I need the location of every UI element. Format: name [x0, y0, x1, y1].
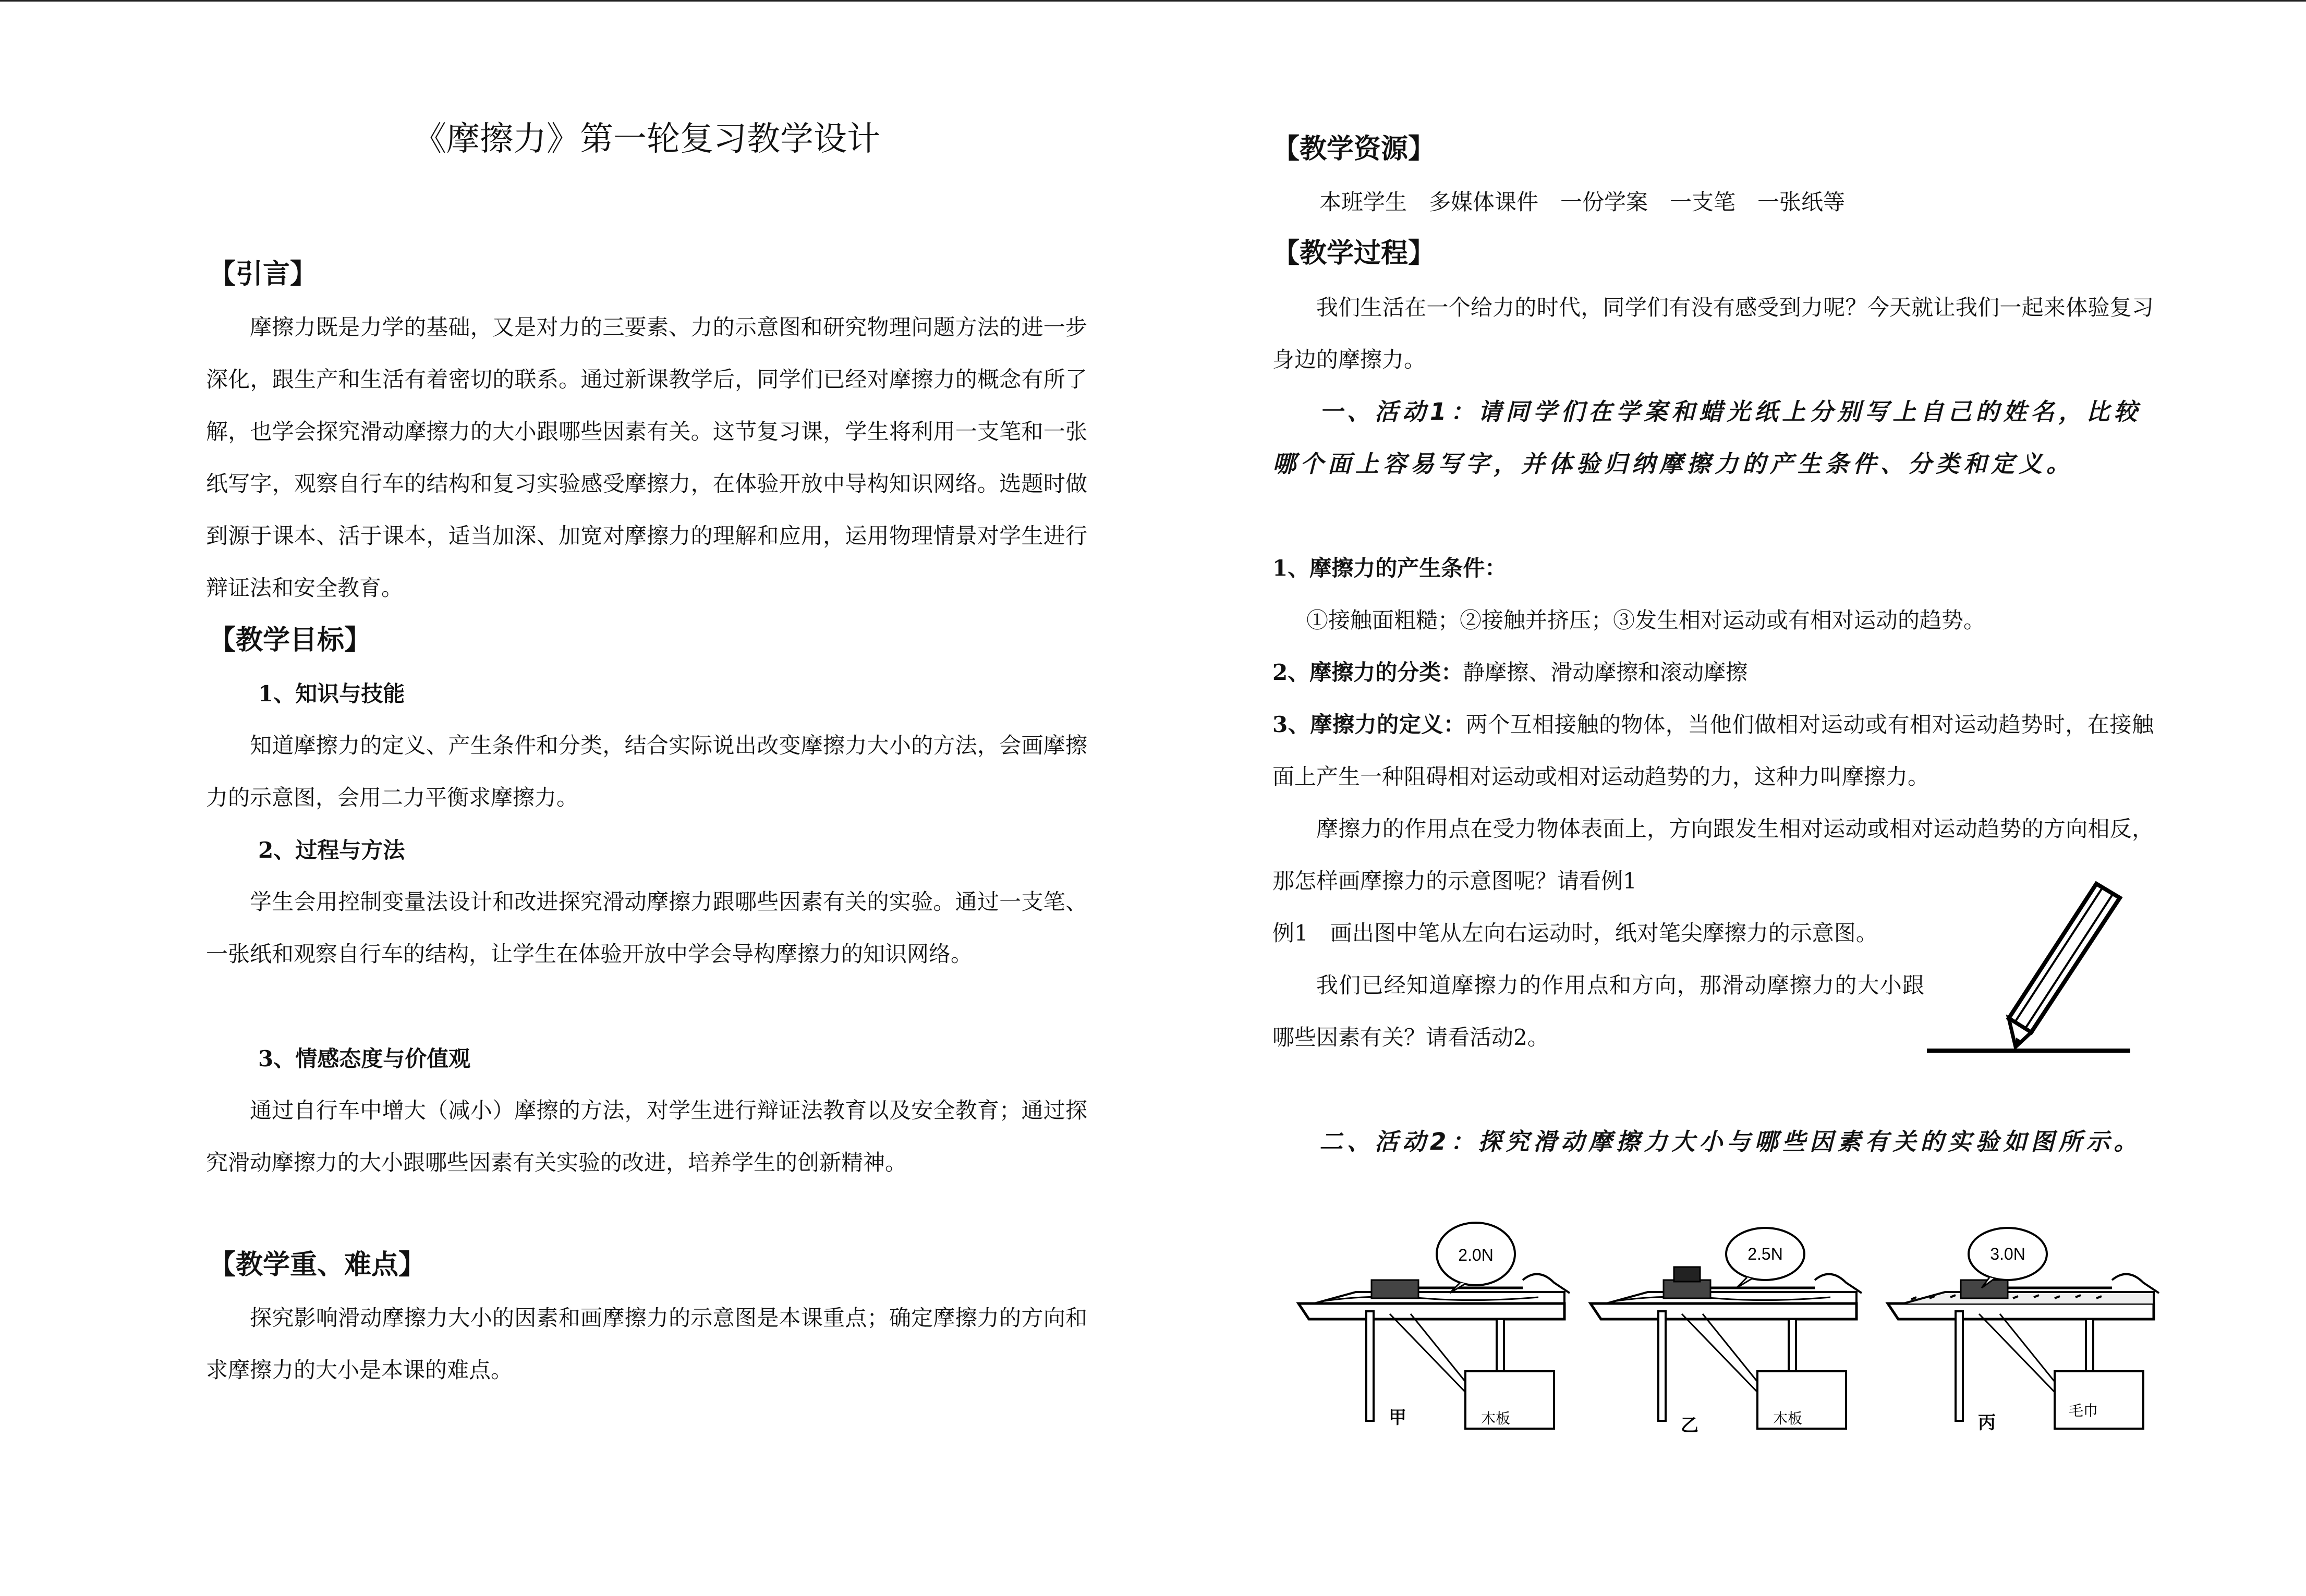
- process-heading: 【教学过程】: [1272, 238, 1436, 269]
- intro-paragraph: 摩擦力既是力学的基础，又是对力的三要素、力的示意图和研究物理问题方法的进一步深化，跟生产和生活有着密切的联系。通过新课教学后，同学们已经对摩擦力的概念有所了解，也学会探究滑动摩擦力的大小跟哪些因素有关。这节复习课，学生将利用一支笔和一张纸写字，观察自行车的结构和复习实验感受摩擦力，在体验开放中导构知识网络。选题时做到源于课本、活于课本，适当加深、加宽对摩擦力的理解和应用，运用物理情景对学生进行辩证法和安全教育。: [206, 314, 1087, 601]
- surface-jia: 木板: [1480, 1410, 1511, 1427]
- goal-1-paragraph: 知道摩擦力的定义、产生条件和分类，结合实际说出改变摩擦力大小的方法，会画摩擦力的示意图，会用二力平衡求摩擦力。: [206, 733, 1087, 810]
- goal-2-title: 2、过程与方法: [258, 837, 405, 863]
- intro-text: [206, 301, 1087, 614]
- reading-jia: 2.0N: [1458, 1246, 1494, 1264]
- friction-definition: [1272, 699, 2154, 803]
- setup-bing: [1888, 1228, 2159, 1433]
- condition-label: 1、摩擦力的产生条件：: [1272, 555, 1507, 581]
- reading-bing: 3.0N: [1990, 1245, 2025, 1263]
- activity-2-heading: 二、活动2：探究滑动摩擦力大小与哪些因素有关的实验如图所示。: [1319, 1128, 2142, 1155]
- definition-label: 3、摩擦力的定义：: [1272, 712, 1466, 737]
- reading-yi: 2.5N: [1747, 1245, 1783, 1263]
- intro-heading: 【引言】: [209, 259, 318, 290]
- classification-label: 2、摩擦力的分类：: [1272, 660, 1463, 685]
- goal-2-text: [206, 876, 1087, 980]
- definition-text: 两个互相接触的物体，当他们做相对运动或有相对运动趋势时，在接触面上产生一种阻碍相对运动或相对运动趋势的力，这种力叫摩擦力。: [1272, 712, 2154, 789]
- keypoints-text: [206, 1292, 1087, 1396]
- process-intro: [1272, 282, 2154, 386]
- caption-jia: 甲: [1389, 1407, 1406, 1428]
- friction-classification: [1272, 647, 2154, 699]
- application-point-paragraph: 摩擦力的作用点在受力物体表面上，方向跟发生相对运动或相对运动趋势的方向相反，那怎样画摩擦力的示意图呢？请看例1: [1272, 816, 2154, 894]
- setup-jia: [1298, 1223, 1570, 1429]
- goals-heading: 【教学目标】: [209, 625, 372, 656]
- resources-heading: 【教学资源】: [1272, 133, 1436, 165]
- process-intro-paragraph: 我们生活在一个给力的时代，同学们有没有感受到力呢？今天就让我们一起来体验复习身边的摩擦力。: [1272, 295, 2154, 372]
- setup-yi: [1591, 1228, 1862, 1436]
- caption-bing: 丙: [1978, 1412, 1996, 1433]
- friction-condition: [1272, 542, 2154, 594]
- surface-bing: 毛巾: [2068, 1402, 2098, 1419]
- goal-1-text: [206, 720, 1087, 824]
- keypoints-paragraph: 探究影响滑动摩擦力大小的因素和画摩擦力的示意图是本课重点；确定摩擦力的方向和求摩擦力的大小是本课的难点。: [206, 1305, 1087, 1383]
- goal-3-title: 3、情感态度与价值观: [258, 1046, 471, 1071]
- goal-2-paragraph: 学生会用控制变量法设计和改进探究滑动摩擦力跟哪些因素有关的实验。通过一支笔、一张纸和观察自行车的结构，让学生在体验开放中学会导构摩擦力的知识网络。: [206, 889, 1087, 967]
- page-title: 《摩擦力》第一轮复习教学设计: [413, 120, 880, 159]
- keypoints-heading: 【教学重、难点】: [209, 1249, 426, 1281]
- example-1: 例1 画出图中笔从左向右运动时，纸对笔尖摩擦力的示意图。: [1272, 920, 1878, 946]
- lead-paragraph: 我们已经知道摩擦力的作用点和方向，那滑动摩擦力的大小跟哪些因素有关？请看活动2。: [1272, 972, 1924, 1050]
- page-top-border: [0, 0, 2306, 2]
- pencil-icon: [2009, 884, 2120, 1047]
- friction-experiment-figure: [1293, 1215, 2169, 1460]
- lead-to-activity-2: [1272, 959, 1924, 1064]
- goal-1-title: 1、知识与技能: [258, 681, 405, 706]
- goal-3-paragraph: 通过自行车中增大（减小）摩擦的方法，对学生进行辩证法教育以及安全教育；通过探究滑动摩擦力的大小跟哪些因素有关实验的改进，培养学生的创新精神。: [206, 1098, 1087, 1175]
- surface-yi: 木板: [1773, 1410, 1803, 1427]
- pencil-illustration: [1919, 881, 2138, 1058]
- caption-yi: 乙: [1681, 1415, 1698, 1436]
- activity-1-heading: 一、活动1：请同学们在学案和蜡光纸上分别写上自己的姓名，比较哪个面上容易写字，并体验归纳摩擦力的产生条件、分类和定义。: [1272, 398, 2142, 478]
- goal-3-text: [206, 1085, 1087, 1189]
- classification-text: 静摩擦、滑动摩擦和滚动摩擦: [1463, 660, 1748, 685]
- resources-text: 本班学生 多媒体课件 一份学案 一支笔 一张纸等: [1319, 189, 1846, 215]
- condition-text: ①接触面粗糙；②接触并挤压；③发生相对运动或有相对运动的趋势。: [1306, 607, 1986, 633]
